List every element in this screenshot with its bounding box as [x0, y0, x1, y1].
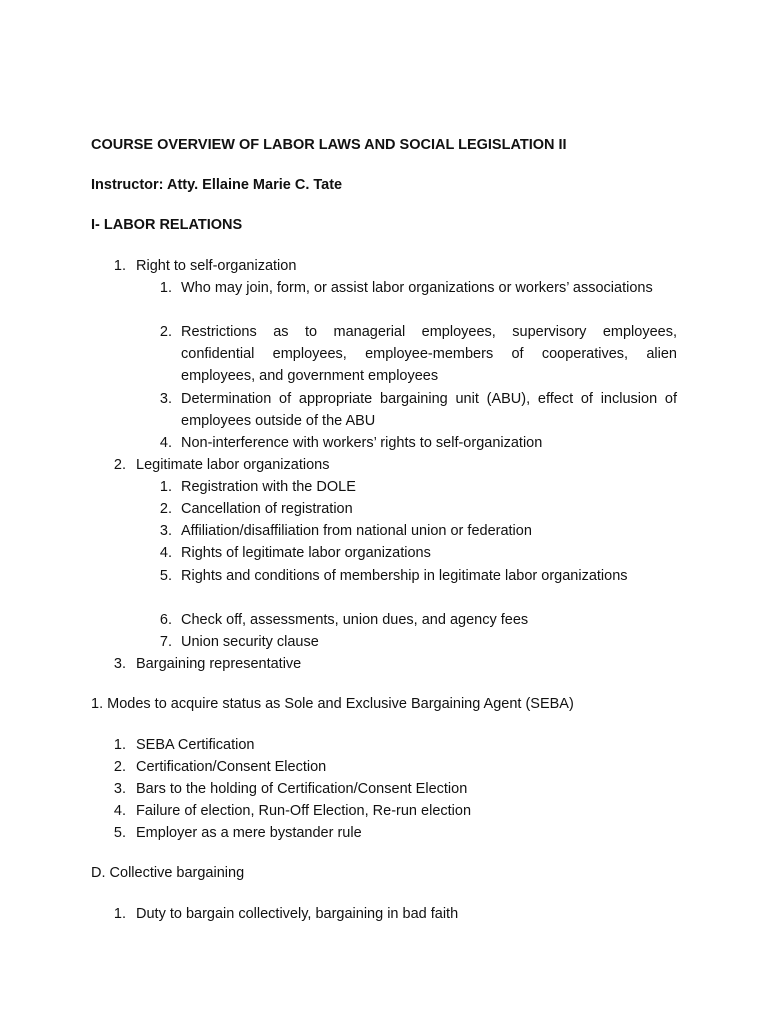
sub-item: Who may join, form, or assist labor organizations or workers’ associations: [181, 280, 653, 296]
seba-heading: 1. Modes to acquire status as Sole and Exclusive Bargaining Agent (SEBA): [91, 696, 574, 712]
sub-item-number: 4.: [159, 545, 172, 561]
collective-item: Duty to bargain collectively, bargaining in bad faith: [136, 906, 459, 922]
seba-item: Bars to the holding of Certification/Consent Election: [136, 781, 468, 797]
sub-item: Determination of appropriate bargaining unit (ABU), effect of inclusion of employees outside of the ABU: [181, 391, 677, 429]
sub-item-number: 6.: [159, 612, 172, 628]
sub-item: Check off, assessments, union dues, and agency fees: [181, 612, 529, 628]
seba-item: SEBA Certification: [136, 737, 255, 753]
outline-number: 3.: [113, 656, 126, 672]
collective-item-number: 1.: [113, 906, 126, 922]
sub-item: Cancellation of registration: [181, 501, 353, 517]
sub-item: Rights of legitimate labor organizations: [181, 545, 431, 561]
sub-item: Registration with the DOLE: [181, 479, 356, 495]
document-title: COURSE OVERVIEW OF LABOR LAWS AND SOCIAL LEGISLATION II: [91, 137, 567, 153]
instructor-line: Instructor: Atty. Ellaine Marie C. Tate: [91, 177, 343, 193]
seba-item-number: 4.: [113, 803, 126, 819]
sub-item: Restrictions as to managerial employees, supervisory employees, confidential employees, employee-members of cooperatives, alien employees, and government employees: [181, 324, 677, 384]
sub-item: Non-interference with workers’ rights to self-organization: [181, 435, 543, 451]
seba-item-number: 3.: [113, 781, 126, 797]
sub-item-number: 1.: [159, 479, 172, 495]
section-heading: I- LABOR RELATIONS: [91, 217, 243, 233]
sub-item-number: 5.: [159, 568, 172, 584]
sub-item: Union security clause: [181, 634, 319, 650]
sub-item-number: 2.: [159, 324, 172, 340]
sub-item-number: 1.: [159, 280, 172, 296]
seba-item: Certification/Consent Election: [136, 759, 327, 775]
outline-item: Legitimate labor organizations: [136, 457, 330, 473]
seba-item-number: 2.: [113, 759, 126, 775]
outline-item: Bargaining representative: [136, 656, 302, 672]
sub-item: Rights and conditions of membership in legitimate labor organizations: [181, 568, 628, 584]
collective-heading: D. Collective bargaining: [91, 865, 245, 881]
outline-number: 1.: [113, 258, 126, 274]
sub-item-number: 3.: [159, 523, 172, 539]
sub-item-number: 4.: [159, 435, 172, 451]
sub-item-number: 3.: [159, 391, 172, 407]
seba-item-number: 1.: [113, 737, 126, 753]
seba-item: Failure of election, Run-Off Election, Re-run election: [136, 803, 472, 819]
outline-number: 2.: [113, 457, 126, 473]
outline-item: Right to self-organization: [136, 258, 297, 274]
seba-item-number: 5.: [113, 825, 126, 841]
sub-item-number: 7.: [159, 634, 172, 650]
sub-item-number: 2.: [159, 501, 172, 517]
sub-item: Affiliation/disaffiliation from national union or federation: [181, 523, 532, 539]
seba-item: Employer as a mere bystander rule: [136, 825, 362, 841]
